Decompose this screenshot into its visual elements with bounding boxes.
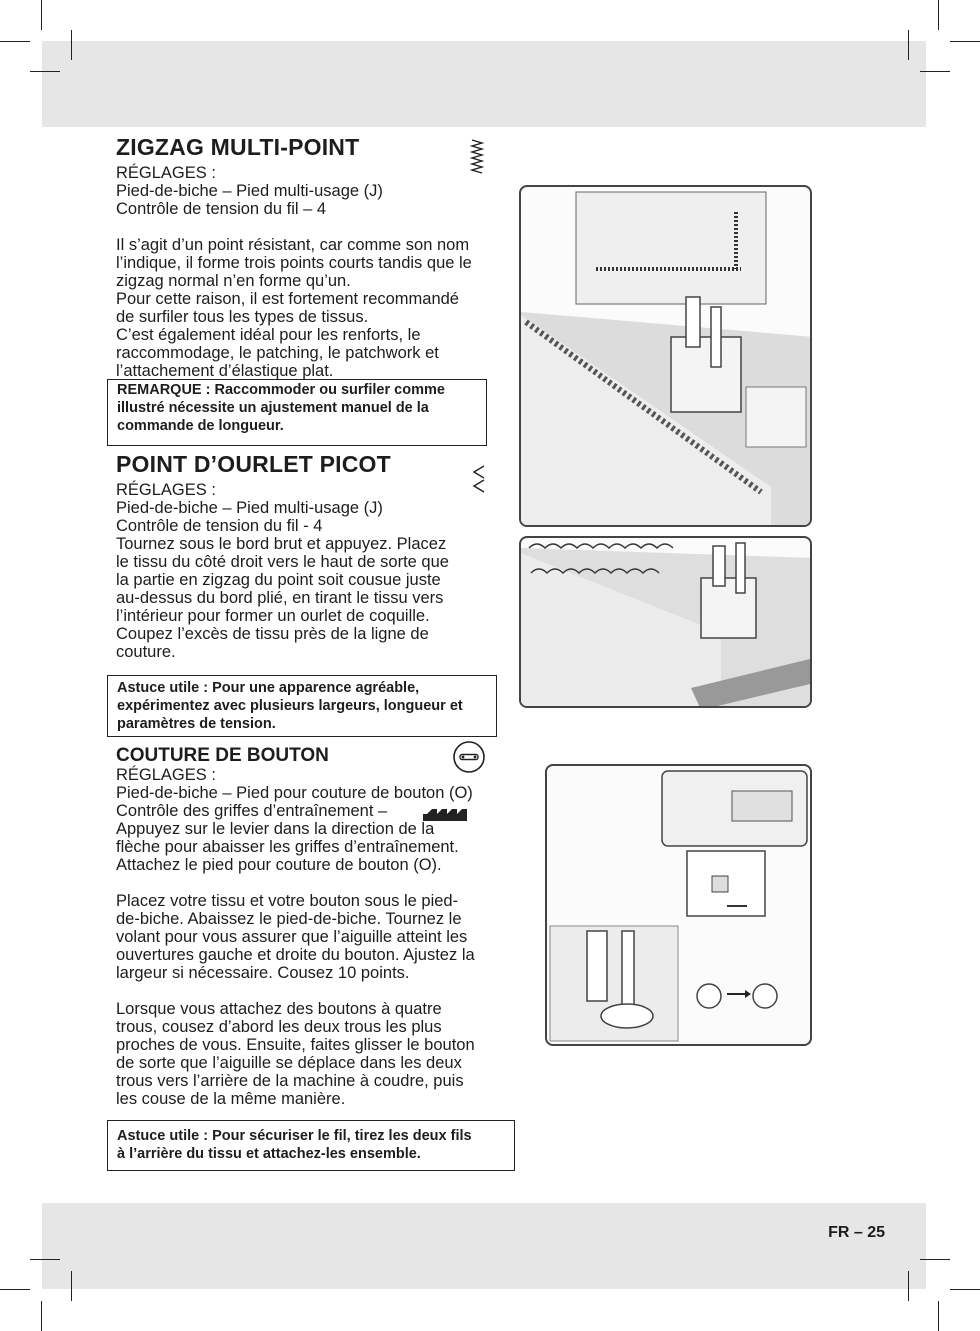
- button-line: Pied-de-biche – Pied pour couture de bouton (O): [116, 784, 473, 802]
- tip-line: à l’arrière du tissu et attachez-les ensemble.: [117, 1146, 421, 1162]
- picot-line: couture.: [116, 643, 176, 661]
- button-line: trous, cousez d’abord les deux trous les plus: [116, 1018, 442, 1036]
- picot-line: Contrôle de tension du fil - 4: [116, 517, 323, 535]
- button-line: de-biche. Abaissez le pied-de-biche. Tournez le: [116, 910, 462, 928]
- picot-line: Pied-de-biche – Pied multi-usage (J): [116, 499, 383, 517]
- button-line: largeur si nécessaire. Cousez 10 points.: [116, 964, 410, 982]
- tip-line: expérimentez avec plusieurs largeurs, longueur et: [117, 698, 463, 714]
- zigzag-line: raccommodage, le patching, le patchwork et: [116, 344, 439, 362]
- button-line: flèche pour abaisser les griffes d’entraînement.: [116, 838, 459, 856]
- button-line: Attachez le pied pour couture de bouton (O).: [116, 856, 442, 874]
- button-line: volant pour vous assurer que l’aiguille atteint les: [116, 928, 468, 946]
- button-line: Contrôle des griffes d’entraînement –: [116, 802, 388, 820]
- zigzag-title: ZIGZAG MULTI-POINT: [116, 134, 360, 160]
- button-title: COUTURE DE BOUTON: [116, 745, 329, 766]
- note-line: illustré nécessite un ajustement manuel de la: [117, 400, 429, 416]
- button-line: RÉGLAGES :: [116, 766, 216, 784]
- footer-band: [42, 1203, 926, 1289]
- multi-zigzag-sewing-illustration: [519, 185, 812, 527]
- header-band: [42, 41, 926, 127]
- zigzag-line: l’attachement d’élastique plat.: [116, 362, 334, 380]
- button-sewing-icon: [452, 740, 486, 774]
- zigzag-line: l’indique, il forme trois points courts tandis que le: [116, 254, 472, 272]
- zigzag-line: Contrôle de tension du fil – 4: [116, 200, 327, 218]
- picot-line: l’intérieur pour former un ourlet de coquille.: [116, 607, 430, 625]
- multi-zigzag-stitch-icon: [468, 138, 488, 174]
- note-line: commande de longueur.: [117, 418, 284, 434]
- button-line: Placez votre tissu et votre bouton sous le pied-: [116, 892, 459, 910]
- zigzag-line: C’est également idéal pour les renforts, le: [116, 326, 421, 344]
- button-line: trous vers l’arrière de la machine à coudre, puis: [116, 1072, 464, 1090]
- button-sewing-illustration: [545, 764, 812, 1046]
- zigzag-line: Il s’agit d’un point résistant, car comme son nom: [116, 236, 470, 254]
- tip-line: Astuce utile : Pour une apparence agréable,: [117, 680, 420, 696]
- button-line: les couse de la même manière.: [116, 1090, 346, 1108]
- picot-line: Coupez l’excès de tissu près de la ligne de: [116, 625, 429, 643]
- button-line: de sorte que l’aiguille se déplace dans les deux: [116, 1054, 462, 1072]
- button-tip-box: [107, 1120, 515, 1171]
- button-line: proches de vous. Ensuite, faites glisser le bouton: [116, 1036, 475, 1054]
- picot-line: au-dessus du bord plié, en tirant le tissu vers: [116, 589, 444, 607]
- picot-line: la partie en zigzag du point soit cousue juste: [116, 571, 441, 589]
- picot-tip-box: [107, 675, 497, 737]
- zigzag-line: Pied-de-biche – Pied multi-usage (J): [116, 182, 383, 200]
- picot-title: POINT D’OURLET PICOT: [116, 451, 391, 477]
- button-line: ouvertures gauche et droite du bouton. Ajustez la: [116, 946, 475, 964]
- zigzag-note-box: [107, 379, 487, 446]
- page-number: FR – 25: [828, 1224, 885, 1241]
- tip-line: paramètres de tension.: [117, 716, 276, 732]
- picot-line: Tournez sous le bord brut et appuyez. Placez: [116, 535, 447, 553]
- button-line: Appuyez sur le levier dans la direction de la: [116, 820, 435, 838]
- picot-hem-sewing-illustration: [519, 536, 812, 708]
- note-line: REMARQUE : Raccommoder ou surfiler comme: [117, 382, 445, 398]
- picot-line: le tissu du côté droit vers le haut de sorte que: [116, 553, 449, 571]
- button-line: Lorsque vous attachez des boutons à quatre: [116, 1000, 442, 1018]
- zigzag-line: RÉGLAGES :: [116, 164, 216, 182]
- tip-line: Astuce utile : Pour sécuriser le fil, tirez les deux fils: [117, 1128, 472, 1144]
- picot-line: RÉGLAGES :: [116, 481, 216, 499]
- zigzag-line: de surfiler tous les types de tissus.: [116, 308, 369, 326]
- zigzag-line: Pour cette raison, il est fortement recommandé: [116, 290, 459, 308]
- picot-stitch-icon: [470, 464, 488, 494]
- zigzag-line: zigzag normal n’en forme qu’un.: [116, 272, 351, 290]
